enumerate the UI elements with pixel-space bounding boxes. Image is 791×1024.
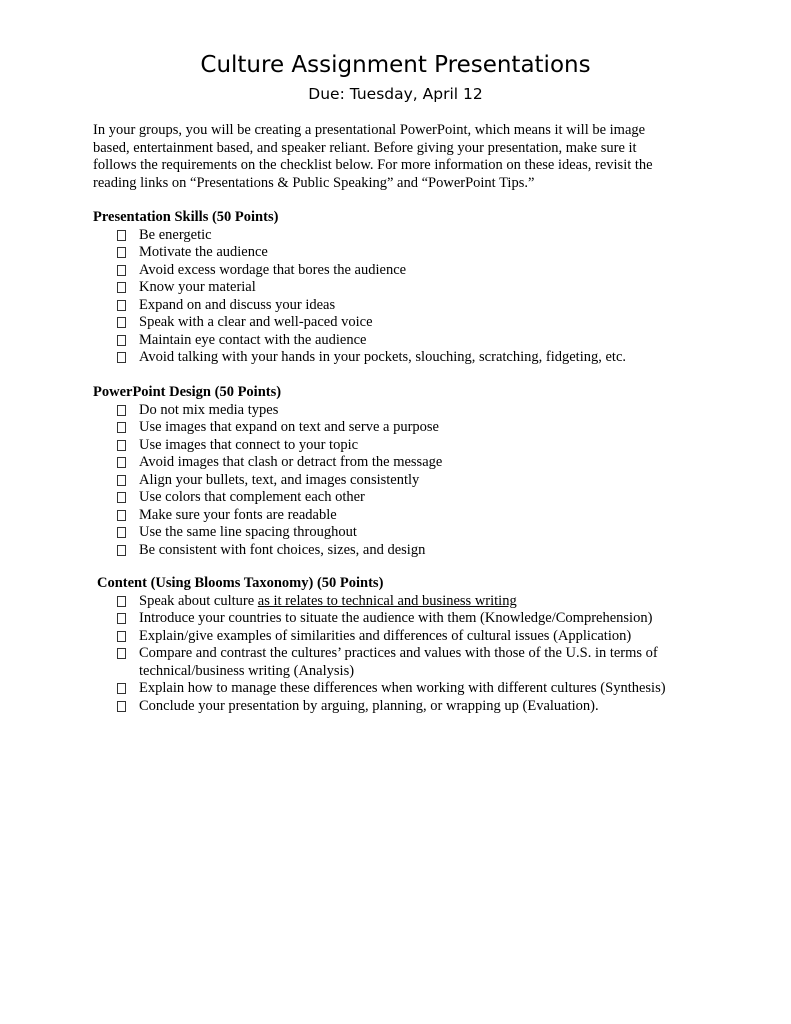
section-powerpoint-design xyxy=(93,384,713,559)
checklist-item xyxy=(93,472,713,490)
checkbox-icon[interactable] xyxy=(117,352,126,363)
checklist-item-label: Explain how to manage these differences when working with different cultures (Synthesis) xyxy=(139,680,666,696)
checklist-item-label: Use colors that complement each other xyxy=(139,489,365,505)
intro-line: based, entertainment based, and speaker reliant. Before giving your presentation, make sure it xyxy=(93,139,637,156)
checklist-item-label: Be consistent with font choices, sizes, and design xyxy=(139,541,426,558)
checkbox-icon[interactable] xyxy=(117,317,126,328)
checkbox-icon[interactable] xyxy=(117,701,126,712)
checklist-item xyxy=(93,402,713,420)
intro-line: reading links on “Presentations & Public Speaking” and “PowerPoint Tips.” xyxy=(93,174,535,191)
checklist-item xyxy=(93,593,717,611)
checklist-item-label: Conclude your presentation by arguing, planning, or wrapping up (Evaluation). xyxy=(139,697,599,714)
checklist-item xyxy=(93,698,717,716)
checklist-item xyxy=(93,227,713,245)
checkbox-icon[interactable] xyxy=(117,683,126,694)
checklist-item-label: Do not mix media types xyxy=(139,401,279,418)
checklist-item-label: Align your bullets, text, and images consistently xyxy=(139,471,420,488)
section-presentation-skills xyxy=(93,209,713,367)
checkbox-icon[interactable] xyxy=(117,545,126,556)
checklist-item xyxy=(93,297,713,315)
intro-paragraph xyxy=(93,122,683,192)
checklist-item xyxy=(93,437,713,455)
checklist-item-label: Maintain eye contact with the audience xyxy=(139,331,367,348)
checklist-item-label: Motivate the audience xyxy=(139,244,268,260)
intro-line: follows the requirements on the checklist below. For more information on these ideas, revisit the xyxy=(93,157,653,173)
presentation-skills-checklist xyxy=(93,227,713,367)
checklist-item xyxy=(93,454,713,472)
checkbox-icon[interactable] xyxy=(117,631,126,642)
checklist-item-label: Speak about culture xyxy=(139,592,258,609)
checkbox-icon[interactable] xyxy=(117,613,126,624)
checklist-item-label: Avoid excess wordage that bores the audience xyxy=(139,261,407,278)
checkbox-icon[interactable] xyxy=(117,510,126,521)
checkbox-icon[interactable] xyxy=(117,282,126,293)
checklist-item-emphasis: as it relates to technical and business writing xyxy=(257,592,517,609)
checklist-item xyxy=(93,542,713,560)
section-heading: Presentation Skills (50 Points) xyxy=(93,209,279,225)
checkbox-icon[interactable] xyxy=(117,247,126,258)
checklist-item-label: Be energetic xyxy=(139,226,212,243)
checklist-item xyxy=(93,244,713,262)
checkbox-icon[interactable] xyxy=(117,300,126,311)
checkbox-icon[interactable] xyxy=(117,335,126,346)
checklist-item-label: Expand on and discuss your ideas xyxy=(139,296,336,313)
checklist-item xyxy=(93,489,713,507)
checklist-item-label: Introduce your countries to situate the audience with them (Knowledge/Comprehension) xyxy=(139,610,653,626)
checkbox-icon[interactable] xyxy=(117,492,126,503)
checklist-item xyxy=(93,645,717,680)
checklist-item xyxy=(93,507,713,525)
intro-line: In your groups, you will be creating a presentational PowerPoint, which means it will be image xyxy=(93,122,646,138)
checkbox-icon[interactable] xyxy=(117,422,126,433)
checklist-item-label: Use the same line spacing throughout xyxy=(139,524,357,540)
checklist-item xyxy=(93,314,713,332)
checklist-item xyxy=(93,332,713,350)
checklist-item xyxy=(93,349,713,367)
checklist-item-label: Avoid talking with your hands in your pockets, slouching, scratching, fidgeting, etc. xyxy=(139,349,627,365)
content-checklist xyxy=(93,593,717,716)
checkbox-icon[interactable] xyxy=(117,596,126,607)
checklist-item xyxy=(93,262,713,280)
checklist-item-label: Avoid images that clash or detract from the message xyxy=(139,454,443,470)
checklist-item xyxy=(93,524,713,542)
checkbox-icon[interactable] xyxy=(117,265,126,276)
checklist-item xyxy=(93,680,717,698)
section-content xyxy=(97,575,717,715)
section-heading: PowerPoint Design (50 Points) xyxy=(93,384,282,400)
checklist-item-label: Use images that connect to your topic xyxy=(139,436,359,453)
checklist-item xyxy=(93,279,713,297)
checklist-item xyxy=(93,610,717,628)
due-date: Due: Tuesday, April 12 xyxy=(308,85,483,103)
document-title: Culture Assignment Presentations xyxy=(200,52,591,78)
checkbox-icon[interactable] xyxy=(117,475,126,486)
checkbox-icon[interactable] xyxy=(117,405,126,416)
checklist-item-label: Know your material xyxy=(139,279,256,295)
checkbox-icon[interactable] xyxy=(117,440,126,451)
checklist-item-label: Use images that expand on text and serve a purpose xyxy=(139,419,439,435)
checklist-item-label-continued: technical/business writing (Analysis) xyxy=(139,662,355,679)
checkbox-icon[interactable] xyxy=(117,457,126,468)
checklist-item-label: Compare and contrast the cultures’ practices and values with those of the U.S. in terms of xyxy=(139,645,658,661)
checklist-item-label: Speak with a clear and well-paced voice xyxy=(139,314,373,330)
checkbox-icon[interactable] xyxy=(117,230,126,241)
checklist-item-label: Explain/give examples of similarities and differences of cultural issues (Application) xyxy=(139,627,632,644)
checklist-item xyxy=(93,628,717,646)
section-heading: Content (Using Blooms Taxonomy) (50 Points) xyxy=(97,575,384,591)
checklist-item xyxy=(93,419,713,437)
checkbox-icon[interactable] xyxy=(117,527,126,538)
checklist-item-label: Make sure your fonts are readable xyxy=(139,506,337,523)
powerpoint-design-checklist xyxy=(93,402,713,560)
checkbox-icon[interactable] xyxy=(117,648,126,659)
